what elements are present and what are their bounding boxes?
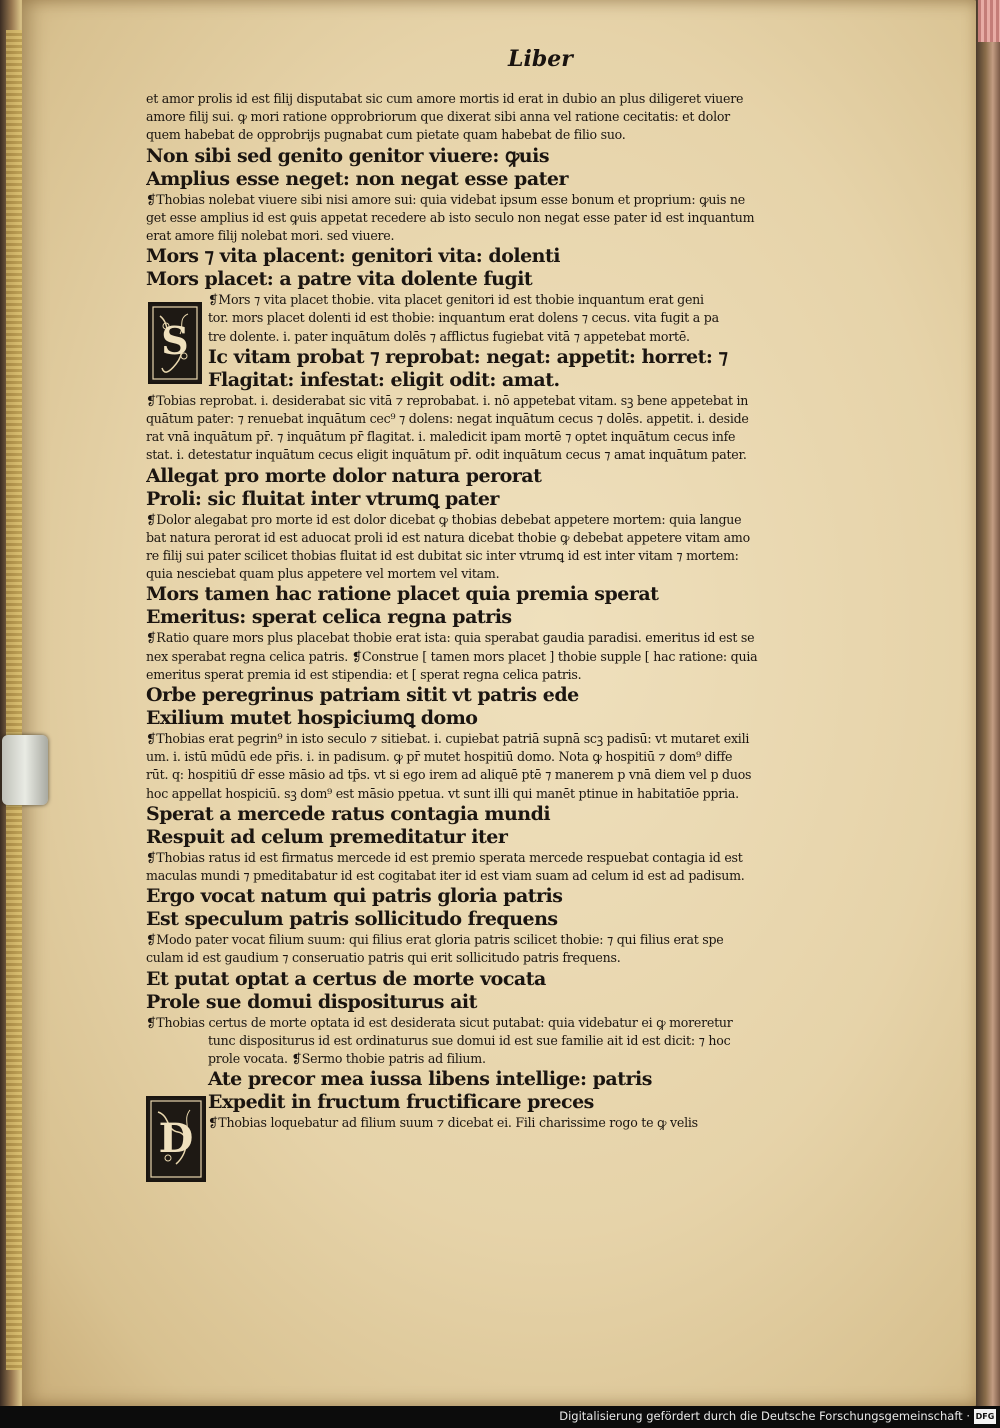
verse-line: Ic vitam probat ⁊ reprobat: negat: appetit: horret: ⁊ [208,345,728,368]
verse-line: Ate precor mea iussa libens intellige: patris [208,1068,652,1091]
book-cover-right [976,0,1000,1406]
commentary-line: et amor prolis id est filij disputabat sic cum amore mortis id erat in dubio an plus diligeret viuere [146,91,744,106]
verse-line: Non sibi sed genito genitor viuere: ꝙuis [146,144,550,167]
page-text [146,90,898,1133]
footer-bar [0,1406,1000,1428]
commentary-line: ❡Modo pater vocat filium suum: qui filius erat gloria patris scilicet thobie: ⁊ qui filius erat spe [146,932,724,948]
commentary-line: rūt. q: hospitiū dr̄ esse māsio ad tp̄s. vt si ego irem ad aliquē ptē ⁊ manerem p vnā diem vel p duos [146,767,752,783]
verse-line: Expedit in fructum fructificare preces [208,1091,594,1114]
commentary-line: get esse amplius id est ꝙuis appetat recedere ab isto seculo non negat esse pater id est inquantum [146,209,755,225]
commentary-line: quem habebat de opprobrijs pugnabat cum pietate quam habebat de filio suo. [146,127,626,143]
ribbon-marker [978,0,1000,42]
commentary-line: ❡Thobias certus de morte optata id est desiderata sicut putabat: quia videbatur ei ꝙ moreretur [146,1014,733,1030]
commentary-line: culam id est gaudium ⁊ conseruatio patris qui erit sollicitudo patris frequens. [146,950,621,966]
commentary-line: quia nesciebat quam plus appetere vel mortem vel vitam. [146,566,500,582]
commentary-line: ❡Thobias loquebatur ad filium suum ⁊ dicebat ei. Fili charissime rogo te ꝙ velis [208,1115,698,1131]
commentary-line: stat. i. detestatur inquātum cecus eligit inquātum pr̄. odit inquātum cecus ⁊ amat inquātum pater. [146,447,747,463]
verse-line: Emeritus: sperat celica regna patris [146,606,512,629]
commentary-line: ❡Thobias ratus id est firmatus mercede id est premio sperata mercede respuebat contagia id est [146,849,743,865]
commentary-line: ❡Dolor alegabat pro morte id est dolor dicebat ꝙ thobias debebat appetere mortem: quia langue [146,511,742,527]
commentary-line: re filij sui pater scilicet thobias fluitat id est dubitat sic inter vtrumꝗ id est inter vitam ⁊ mortem: [146,548,739,564]
commentary-line: maculas mundi ⁊ pmeditabatur id est cogitabat iter id est viam suam ad celum id est ad padisum. [146,868,745,884]
commentary-line: erat amore filij nolebat mori. sed viuere. [146,228,395,244]
verse-line: Est speculum patris sollicitudo frequens [146,908,558,931]
verse-line: Flagitat: infestat: eligit odit: amat. [208,368,560,391]
commentary-line: quātum pater: ⁊ renuebat inquātum cec⁹ ⁊ dolens: negat inquātum cecus ⁊ dolēs. appetit. i. deside [146,411,749,427]
page-clip [2,735,48,805]
commentary-line: amore filij sui. ꝙ mori ratione opprobriorum que dixerat sibi anna vel ratione cecitatis: et dolor [146,109,730,125]
commentary-line: tunc dispositurus id est ordinaturus sue domui id est sue familie ait id est dicit: ⁊ hoc [208,1032,731,1048]
verse-line: Sperat a mercede ratus contagia mundi [146,802,551,825]
verse-line: Allegat pro morte dolor natura perorat [146,464,542,487]
initial-d-letter: D [158,1115,194,1162]
commentary-line: ❡Tobias reprobat. i. desiderabat sic vitā ⁊ reprobabat. i. nō appetebat vitam. sꝫ bene appetebat in [146,392,749,408]
verse-line: Mors ⁊ vita placent: genitori vita: dolenti [146,245,560,268]
commentary-line: tre dolente. i. pater inquātum dolēs ⁊ afflictus fugiebat vitā ⁊ appetebat mortē. [208,328,690,344]
commentary-line: ❡Thobias nolebat viuere sibi nisi amore sui: quia videbat ipsum esse bonum et proprium: ꝙuis ne [146,191,745,207]
verse-line: Ergo vocat natum qui patris gloria patris [146,885,563,908]
commentary-line: ❡Thobias erat pegrin⁹ in isto seculo ⁊ sitiebat. i. cupiebat patriā supnā scꝫ padisū: vt mutaret exili [146,731,750,747]
commentary-line: nex sperabat regna celica patris. ❡Construe [ tamen mors placet ] thobie supple [ hac ratione: quia [146,648,758,664]
commentary-line: emeritus sperat premia id est stipendia: et [ sperat regna celica patris. [146,666,582,682]
verse-line: Orbe peregrinus patriam sitit vt patris ede [146,684,579,707]
commentary-line: ❡Ratio quare mors plus placebat thobie erat ista: quia sperabat gaudia paradisi. emeritus id est se [146,630,755,646]
commentary-line: um. i. istū mūdū ede pr̄is. i. in padisum. ꝙ pr̄ mutet hospitiū domo. Nota ꝙ hospitiū ⁊ dom⁹ diffe [146,749,733,765]
commentary-line: tor. mors placet dolenti id est thobie: inquantum erat dolens ⁊ cecus. vita fugit a pa [208,310,719,326]
commentary-line: prole vocata. ❡Sermo thobie patris ad filium. [208,1051,486,1067]
footer-credit: Digitalisierung gefördert durch die Deutsche Forschungsgemeinschaft · [559,1409,970,1423]
initial-s-letter: S [161,318,189,363]
verse-line: Respuit ad celum premeditatur iter [146,825,508,848]
verse-line: Mors placet: a patre vita dolente fugit [146,268,533,291]
verse-line: Mors tamen hac ratione placet quia premia sperat [146,583,659,606]
commentary-line: hoc appellat hospiciū. sꝫ dom⁹ est māsio ppetua. vt sunt illi qui manēt ptinue in habitatiōe ppria. [146,785,739,801]
verse-line: Proli: sic fluitat inter vtrumꝗ pater [146,487,499,510]
commentary-line: ❡Mors ⁊ vita placet thobie. vita placet genitori id est thobie inquantum erat geni [208,292,704,308]
running-header: Liber [508,46,573,72]
verse-line: Exilium mutet hospiciumꝗ domo [146,707,478,730]
verse-line: Amplius esse neget: non negat esse pater [146,167,569,190]
verse-line: Et putat optat a certus de morte vocata [146,967,546,990]
commentary-line: rat vnā inquātum pr̄. ⁊ inquātum pr̄ flagitat. i. maledicit ipam mortē ⁊ optet inquātum cecus infe [146,429,736,445]
verse-line: Prole sue domui dispositurus ait [146,990,477,1013]
commentary-line: bat natura perorat id est aduocat proli id est natura dicebat thobie ꝙ debebat appetere vitam amo [146,529,750,545]
dfg-logo: DFG [974,1409,996,1424]
